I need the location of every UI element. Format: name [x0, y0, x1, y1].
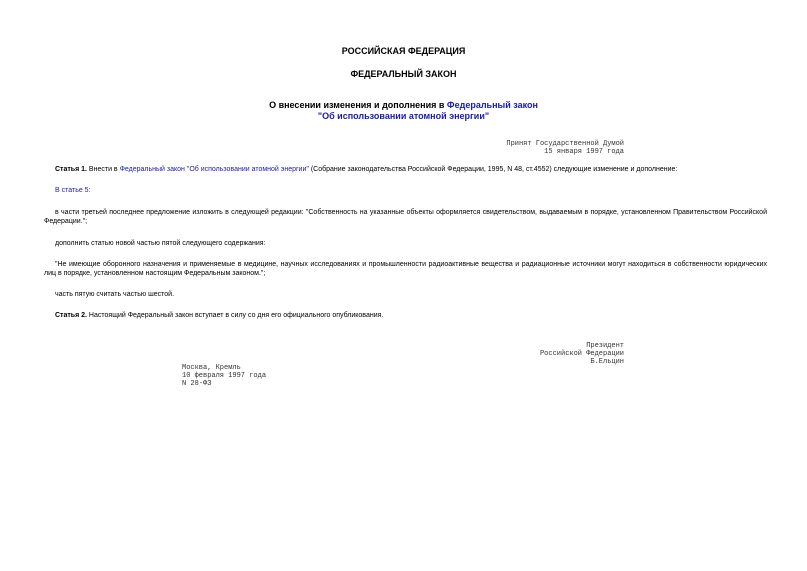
signature-name: Б.Ельцин — [590, 358, 624, 366]
adoption-note — [324, 140, 624, 156]
paragraph-2: дополнить статью новой частью пятой следующего содержания: — [55, 240, 266, 247]
law-title-link[interactable]: Федеральный закон — [446, 100, 538, 110]
law-title-prefix: О внесении изменения и дополнения в — [269, 100, 447, 110]
doc-type-heading: ФЕДЕРАЛЬНЫЙ ЗАКОН — [350, 69, 457, 79]
article-2 — [55, 311, 383, 320]
article-5-prefix: В — [55, 187, 62, 194]
article-1-text-after: (Собрание законодательства Российской Федерации, 1995, N 48, ст.4552) следующие изменение и дополнение: — [308, 166, 678, 173]
date-line: 10 февраля 1997 года — [182, 372, 267, 380]
law-name-link[interactable]: "Об использовании атомной энергии" — [317, 111, 490, 121]
place-date-block — [182, 364, 382, 388]
article-1-label: Статья 1. — [55, 166, 87, 173]
place-line: Москва, Кремль — [182, 364, 241, 372]
law-title — [0, 100, 807, 111]
article-5-link[interactable]: статье 5 — [61, 187, 89, 194]
article-2-label: Статья 2. — [55, 312, 87, 319]
signature-country: Российской Федерации — [539, 350, 624, 358]
paragraph-3: "Не имеющие оборонного назначения и применяемые в медицине, научных исследованиях и промышленности радиоактивные вещества и радиационные источники могут находиться в собственности юридических лиц в порядке, установленном настоящим Федеральным законом."; — [44, 261, 767, 277]
article-5-reference — [55, 186, 91, 195]
article-2-text: Настоящий Федеральный закон вступает в силу со дня его официального опубликования. — [86, 312, 384, 319]
law-number-line: N 28-ФЗ — [182, 380, 212, 388]
article-1-law-link[interactable]: Федеральный закон "Об использовании атомной энергии" — [119, 166, 309, 173]
article-1-text-before: Внести в — [86, 166, 120, 173]
adoption-line-1: Принят Государственной Думой — [506, 140, 624, 148]
law-name-line — [0, 111, 807, 122]
adoption-line-2: 15 января 1997 года — [544, 148, 624, 156]
paragraph-4: часть пятую считать частью шестой. — [55, 291, 175, 298]
article-1 — [55, 165, 755, 174]
signature-title: Президент — [586, 342, 624, 350]
signature-block — [424, 342, 624, 366]
paragraph-1: в части третьей последнее предложение изложить в следующей редакции: "Собственность на указанные объекты оформляется свидетельством, выдаваемым в порядке, установленном Правительством Российской Федерации."; — [44, 209, 767, 225]
country-heading: РОССИЙСКАЯ ФЕДЕРАЦИЯ — [341, 46, 466, 56]
article-5-suffix: : — [88, 187, 91, 194]
